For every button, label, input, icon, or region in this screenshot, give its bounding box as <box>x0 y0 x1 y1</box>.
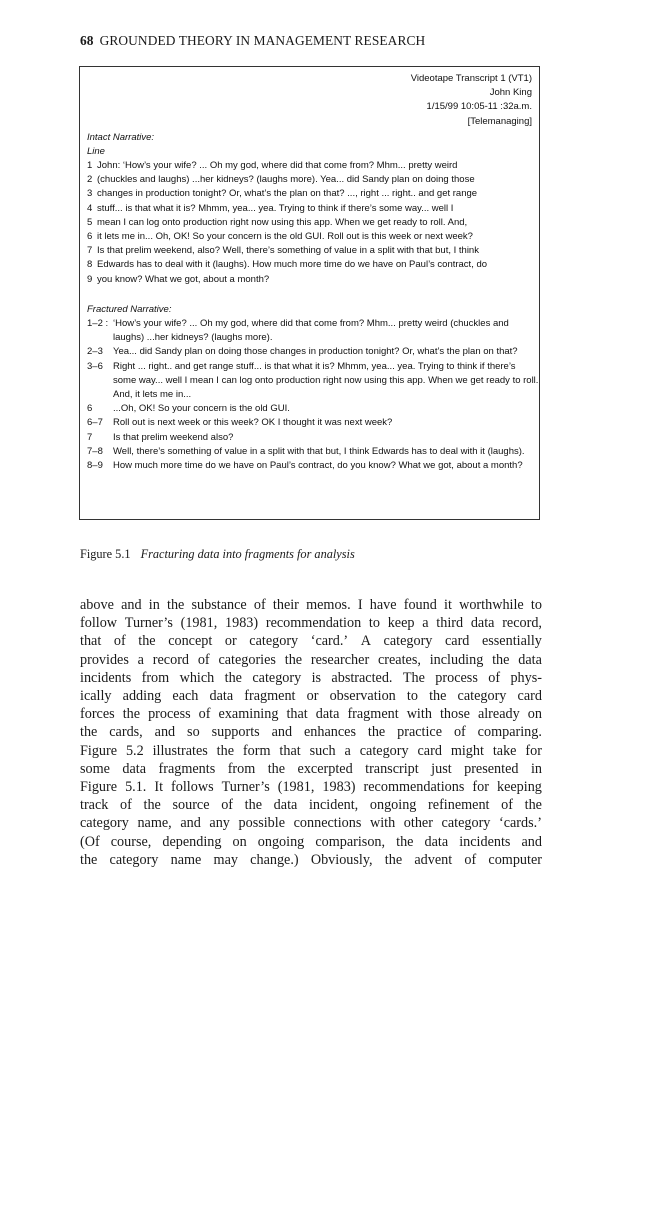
body-word: to <box>368 615 380 632</box>
body-line <box>80 669 542 687</box>
body-word: comparing. <box>477 724 542 741</box>
line-text: changes in production tonight? Or, what’s the plan on that? ..., right ... right.. and get range <box>97 188 478 200</box>
body-word: in <box>148 597 160 613</box>
page-number: 68 <box>80 33 94 48</box>
body-word: record <box>152 651 190 668</box>
body-word: concept <box>168 633 213 650</box>
body-word: that <box>279 742 301 759</box>
body-line <box>80 632 542 650</box>
body-word: Figure <box>80 779 118 796</box>
fragment-lines: 6 <box>87 403 93 415</box>
body-word: on <box>232 833 247 850</box>
body-word: each <box>172 688 199 705</box>
body-word: process <box>148 706 191 723</box>
fragment-lines: 2–3 <box>87 346 103 358</box>
body-word: adding <box>122 688 162 705</box>
body-word: comparison, <box>315 833 386 850</box>
body-word: (Of <box>80 833 100 850</box>
figure-5-1-box <box>79 66 540 520</box>
body-word: and <box>154 724 176 741</box>
body-word: found <box>403 597 437 613</box>
body-word: substance <box>191 597 247 613</box>
body-word: keeping <box>496 779 542 796</box>
body-word: the <box>396 833 414 850</box>
body-word: illustrates <box>152 742 208 759</box>
body-word: connections <box>293 815 362 832</box>
body-word: form <box>242 742 271 759</box>
figure-label: Figure 5.1 <box>80 547 131 561</box>
body-word: the <box>492 651 510 668</box>
body-word: memos. <box>306 597 351 613</box>
body-word: with <box>369 815 396 832</box>
body-word: fragment <box>347 706 399 723</box>
body-word: (1981, <box>277 779 315 796</box>
body-word: card <box>517 688 542 705</box>
fractured-narrative <box>87 317 539 473</box>
body-word: and <box>521 833 542 850</box>
body-word: is <box>311 669 322 686</box>
body-word: researcher <box>310 651 370 668</box>
intact-narrative-title: Intact Narrative: <box>87 132 155 143</box>
body-word: third <box>436 615 464 632</box>
body-word: Obviously, <box>310 851 373 868</box>
body-word: the <box>143 797 161 814</box>
body-word: computer <box>488 851 542 868</box>
fragment <box>87 445 539 459</box>
body-word: data <box>424 833 449 850</box>
body-word: the <box>216 742 235 759</box>
body-word: the <box>284 651 303 668</box>
body-word: supports <box>211 724 260 741</box>
line-text: Is that prelim weekend, also? Well, there’s something of value in a split with that but, I think <box>97 245 479 257</box>
figure-caption-text: Fracturing data into fragments for analysis <box>140 547 355 561</box>
body-word: forces <box>80 706 115 723</box>
intact-line <box>87 258 539 272</box>
body-word: in <box>530 760 542 777</box>
body-paragraph <box>80 596 542 869</box>
body-word: data <box>209 688 234 705</box>
body-word: category <box>383 633 433 650</box>
line-number: 4 <box>87 202 93 214</box>
fragment <box>87 416 539 430</box>
body-word: to <box>530 597 542 613</box>
body-word: category <box>359 742 409 759</box>
body-word: and <box>271 724 293 741</box>
body-word: The <box>402 669 425 686</box>
line-number: 9 <box>87 273 93 285</box>
body-word: (1981, <box>180 615 218 632</box>
body-word: to <box>406 688 418 705</box>
body-word: 1983) <box>322 779 356 796</box>
fragment-text: ‘How’s your wife? ... Oh my god, where did that come from? Mhm... pretty weird (chuckles and laughs) ...her kidneys? (laughs more). <box>113 318 509 344</box>
fragment-text: Well, there’s something of value in a split with that but, I think Edwards has to deal with it (laughs). <box>113 445 525 457</box>
line-label: Line <box>87 146 105 157</box>
transcript-datetime: 1/15/99 10:05-11 :32a.m. <box>426 101 532 113</box>
line-text: (chuckles and laughs) ...her kidneys? (laughs more). Yea... did Sandy plan on doing those <box>97 174 475 186</box>
body-word: ‘card.’ <box>310 633 349 650</box>
fragment-text: Right ... right.. and get range stuff... is that what it is? Mhmm, yea... yea. Trying to think if there’s some way... well I mean I can log onto production right now using this app. When we get ready to roll. And, it lets me in... <box>113 360 539 401</box>
body-word: might <box>450 742 484 759</box>
body-word: data <box>122 760 147 777</box>
body-word: data <box>470 615 495 632</box>
intact-line <box>87 273 539 287</box>
body-word: the <box>122 706 141 723</box>
body-word: category <box>252 669 302 686</box>
body-word: the <box>267 760 286 777</box>
line-number: 6 <box>87 231 93 243</box>
body-word: Figure <box>80 742 118 759</box>
body-word: a <box>422 615 429 632</box>
line-text: you know? What we got, about a month? <box>97 273 270 285</box>
body-word: those <box>439 706 470 723</box>
body-word: fragment <box>244 688 296 705</box>
body-word: It <box>154 779 164 796</box>
body-line <box>80 723 542 741</box>
body-word: from <box>141 669 170 686</box>
body-word: card <box>444 633 470 650</box>
body-word: process <box>435 669 478 686</box>
body-word: the <box>80 724 98 741</box>
body-word: card <box>417 742 442 759</box>
body-word: transcript <box>365 760 419 777</box>
body-line <box>80 705 542 723</box>
body-line <box>80 651 542 669</box>
intact-line <box>87 230 539 244</box>
line-number: 1 <box>87 160 93 171</box>
running-head <box>80 33 425 49</box>
body-line <box>80 596 542 614</box>
body-word: depending <box>162 833 222 850</box>
body-word: that <box>80 633 102 650</box>
body-word: above <box>80 597 114 613</box>
body-word: fragments <box>158 760 216 777</box>
body-word: of <box>198 706 211 723</box>
body-word: I <box>357 597 363 613</box>
body-line <box>80 760 542 778</box>
body-word: a <box>344 742 351 759</box>
body-line <box>80 851 542 869</box>
body-word: any <box>209 815 230 832</box>
body-word: on <box>527 706 542 723</box>
body-word: or <box>224 633 237 650</box>
body-word: data <box>518 651 542 668</box>
body-word: recommendation <box>265 615 362 632</box>
body-word: category <box>441 815 491 832</box>
body-word: that <box>286 706 308 723</box>
fragment-lines: 6–7 <box>87 417 103 429</box>
intact-line <box>87 159 539 173</box>
body-word: follow <box>80 615 118 632</box>
body-word: follows <box>171 779 214 796</box>
body-word: category <box>109 851 159 868</box>
body-word: categories <box>218 651 276 668</box>
body-word: essentially <box>481 633 542 650</box>
body-word: of <box>221 797 234 814</box>
body-word: 5.1. <box>125 779 147 796</box>
body-word: already <box>477 706 520 723</box>
body-word: 1983) <box>225 615 259 632</box>
body-word: of <box>197 651 210 668</box>
fragment <box>87 317 539 345</box>
body-word: from <box>227 760 256 777</box>
body-word: the <box>429 688 447 705</box>
body-word: ‘cards.’ <box>498 815 542 832</box>
body-word: the <box>524 797 542 814</box>
body-word: of <box>120 797 132 814</box>
body-word: abstracted. <box>331 669 393 686</box>
body-word: the <box>80 851 98 868</box>
body-word: of <box>453 724 466 741</box>
transcript-id: Videotape Transcript 1 (VT1) <box>410 73 532 84</box>
body-word: 5.2 <box>125 742 144 759</box>
body-word: just <box>431 760 452 777</box>
body-word: cards, <box>109 724 143 741</box>
body-word: incidents <box>80 669 132 686</box>
line-text: stuff... is that what it is? Mhmm, yea... yea. Trying to think if there’s some way... well I <box>97 202 454 214</box>
fragment-lines: 7 <box>87 431 93 443</box>
body-word: their <box>272 597 299 613</box>
body-word: with <box>406 706 432 723</box>
line-text: mean I can log onto production right now using this app. When we get ready to roll. And, <box>97 216 468 228</box>
body-word: of <box>113 633 126 650</box>
body-word: presented <box>464 760 519 777</box>
fragment-lines: 7–8 <box>87 445 103 457</box>
body-word: and <box>180 815 201 832</box>
fragment <box>87 402 539 416</box>
line-number: 8 <box>87 259 93 271</box>
body-word: keep <box>387 615 415 632</box>
fragment-lines: 1–2 : <box>87 318 109 329</box>
body-word: so <box>187 724 200 741</box>
fragment-lines: 3–6 <box>87 360 103 372</box>
body-word: advent <box>414 851 453 868</box>
body-word: including <box>429 651 484 668</box>
intact-line <box>87 173 539 187</box>
fragment-lines: 8–9 <box>87 460 103 472</box>
body-line <box>80 687 542 705</box>
intact-line <box>87 187 539 201</box>
body-line <box>80 833 542 851</box>
body-word: creates, <box>377 651 421 668</box>
body-word: the <box>138 633 156 650</box>
body-word: provides <box>80 651 129 668</box>
body-word: of <box>488 669 501 686</box>
body-word: ongoing <box>257 833 305 850</box>
body-word: take <box>492 742 517 759</box>
fragment-text: Yea... did Sandy plan on doing those changes in production tonight? Or, what’s the plan on that? <box>113 346 518 358</box>
transcript-person: John King <box>489 87 532 99</box>
body-word: name, <box>137 815 172 832</box>
body-word: category <box>80 815 129 832</box>
body-word: category <box>249 633 299 650</box>
body-word: enhances <box>303 724 356 741</box>
body-word: excerpted <box>297 760 353 777</box>
intact-line <box>87 202 539 216</box>
body-word: data <box>273 797 298 814</box>
fragment-text: How much more time do we have on Paul’s contract, do you know? What we got, about a month? <box>113 460 523 472</box>
body-word: have <box>369 597 397 613</box>
intact-narrative <box>87 159 539 287</box>
body-word: which <box>179 669 215 686</box>
fragment <box>87 345 539 359</box>
line-text: John: ‘How’s your wife? ... Oh my god, where did that come from? Mhm... pretty weird <box>97 160 458 171</box>
body-word: recommendations <box>363 779 465 796</box>
body-word: for <box>525 742 542 759</box>
line-number: 3 <box>87 188 93 200</box>
body-line <box>80 742 542 760</box>
body-word: it <box>444 597 452 613</box>
body-word: of <box>253 597 266 613</box>
body-word: track <box>80 797 109 814</box>
line-number: 2 <box>87 174 93 186</box>
body-word: worthwhile <box>459 597 524 613</box>
body-word: change.) <box>250 851 299 868</box>
body-word: source <box>172 797 210 814</box>
body-word: the <box>384 851 403 868</box>
body-word: may <box>213 851 238 868</box>
line-text: it lets me in... Oh, OK! So your concern is the old GUI. Roll out is this week or next week? <box>97 231 473 243</box>
body-line <box>80 814 542 832</box>
body-word: observation <box>329 688 396 705</box>
transcript-topic: [Telemanaging] <box>467 115 532 127</box>
body-word: record, <box>502 615 542 632</box>
body-word: category <box>457 688 507 705</box>
fragment-text: ...Oh, OK! So your concern is the old GUI. <box>113 403 290 415</box>
body-word: other <box>403 815 433 832</box>
body-word: or <box>306 688 319 705</box>
fragment <box>87 360 539 403</box>
body-word: examining <box>218 706 279 723</box>
body-word: ongoing <box>369 797 417 814</box>
figure-caption <box>80 547 355 562</box>
line-text: Edwards has to deal with it (laughs). How much more time do we have on Paul’s contract, do <box>97 259 488 271</box>
body-word: name <box>170 851 202 868</box>
body-word: practice <box>397 724 443 741</box>
intact-line <box>87 216 539 230</box>
body-word: refinement <box>428 797 490 814</box>
body-word: the <box>367 724 386 741</box>
body-word: course, <box>110 833 152 850</box>
body-line <box>80 778 542 796</box>
fragment <box>87 459 539 473</box>
body-line <box>80 614 542 632</box>
body-word: and <box>121 597 142 613</box>
body-word: ically <box>80 688 112 705</box>
body-word: possible <box>238 815 286 832</box>
body-word: the <box>167 597 185 613</box>
transcript-header <box>411 72 532 129</box>
body-line <box>80 796 542 814</box>
body-word: such <box>309 742 336 759</box>
body-word: incidents <box>459 833 511 850</box>
body-word: A <box>360 633 371 650</box>
body-word: the <box>244 797 263 814</box>
running-head-title: GROUNDED THEORY IN MANAGEMENT RESEARCH <box>99 33 426 48</box>
body-word: phys- <box>510 669 542 686</box>
body-word: Turner’s <box>124 615 173 632</box>
line-number: 7 <box>87 245 93 257</box>
line-number: 5 <box>87 216 93 228</box>
body-word: for <box>472 779 489 796</box>
body-word: the <box>224 669 242 686</box>
body-word: some <box>80 760 110 777</box>
fragment <box>87 431 539 445</box>
intact-line <box>87 244 539 258</box>
fractured-narrative-title: Fractured Narrative: <box>87 304 172 315</box>
body-word: data <box>315 706 340 723</box>
fragment-text: Roll out is next week or this week? OK I thought it was next week? <box>113 417 393 429</box>
body-word: a <box>137 651 144 668</box>
body-word: of <box>464 851 477 868</box>
body-word: incident, <box>308 797 359 814</box>
body-word: Turner’s <box>221 779 270 796</box>
fragment-text: Is that prelim weekend also? <box>113 431 234 443</box>
body-word: of <box>501 797 513 814</box>
